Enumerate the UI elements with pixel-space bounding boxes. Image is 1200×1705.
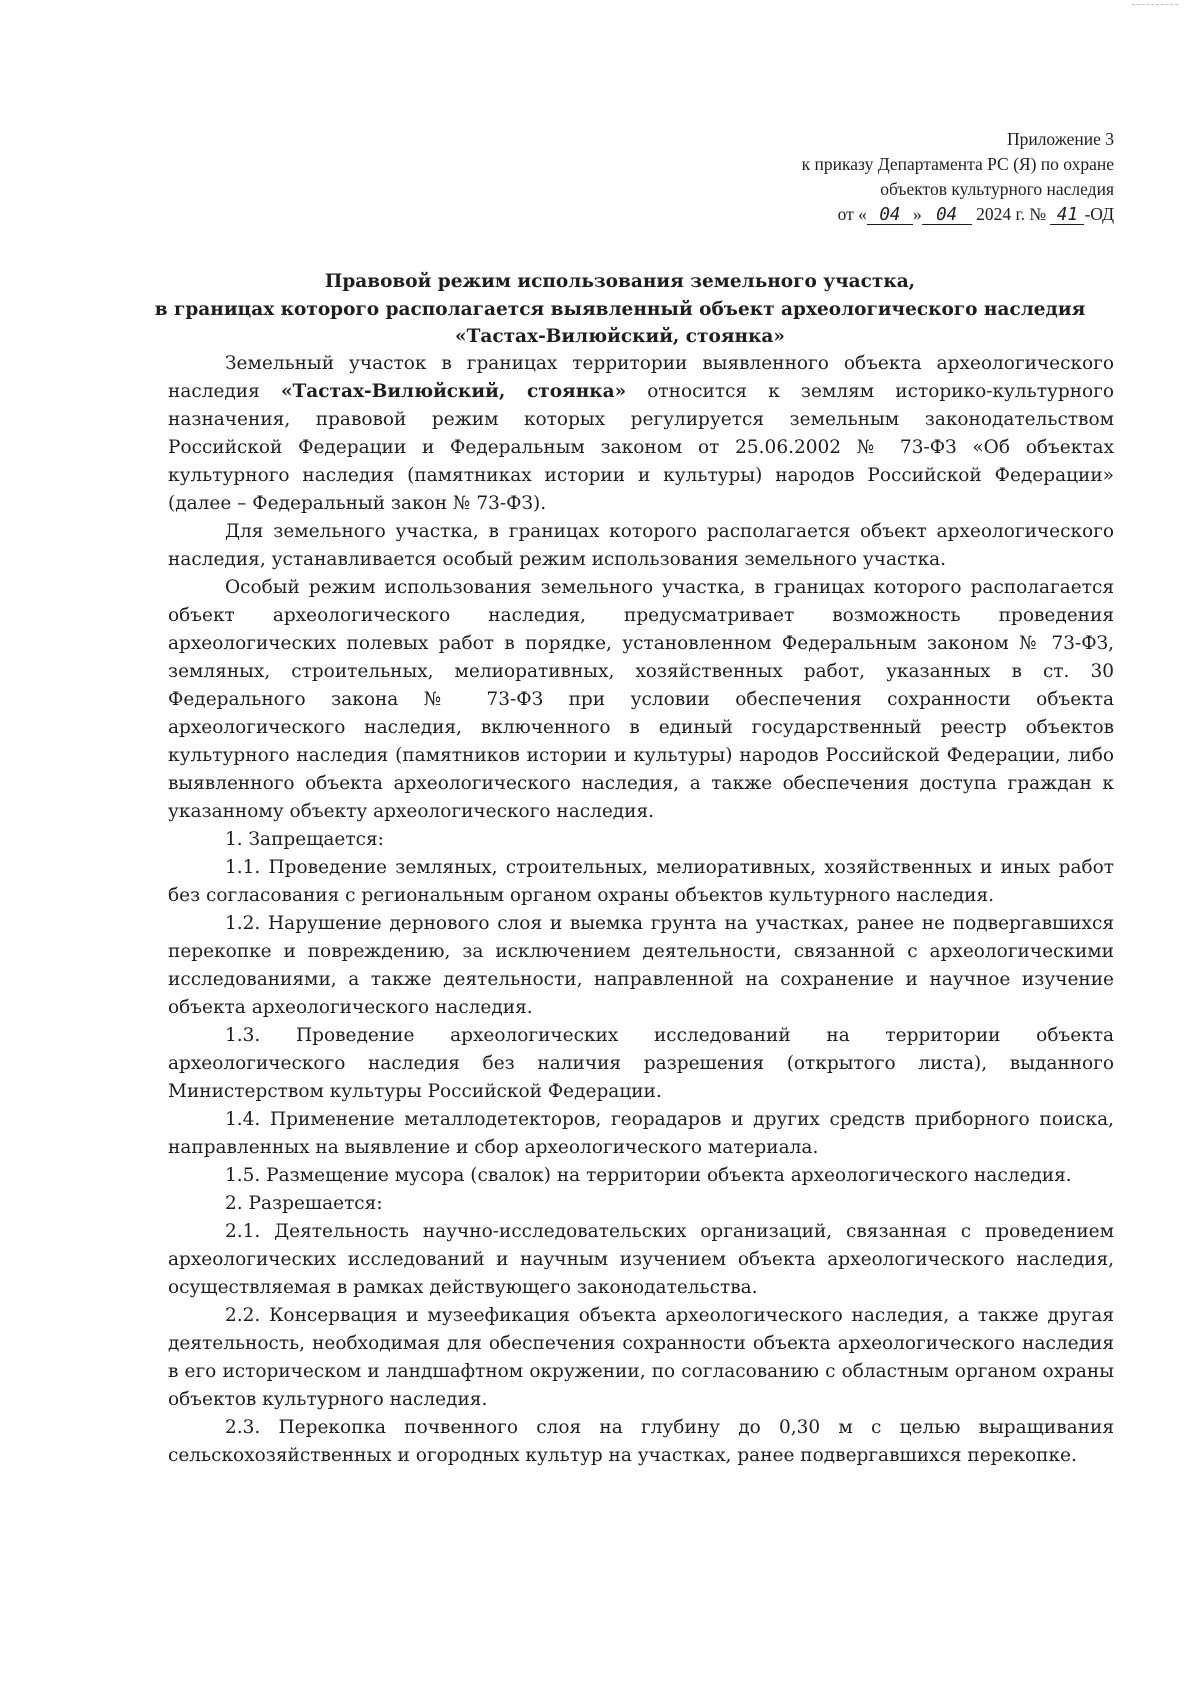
item-2-2: 2.2. Консервация и музеефикация объекта археологического наследия, а также другая деятельность, необходимая для обеспечения сохранности объекта археологического наследия в его историческом и ландшафтном окружении, по согласованию с областным органом охраны объектов культурного наследия. — [168, 1305, 1114, 1410]
title-line-2: в границах которого располагается выявленный объект археологического наследия — [154, 298, 1086, 320]
paragraph-text: Земельный участок в границах территории выявленного объекта археологического наследия — [168, 353, 1114, 402]
paragraph-regime-details: Особый режим использования земельного участка, в границах которого располагается объект археологического наследия, предусматривает возможность проведения археологических полевых работ в порядке, установленном Федеральным законом № 73-ФЗ, земляных, строительных, мелиоративных, хозяйственных работ, указанных в ст. 30 Федерального закона № 73-ФЗ при условии обеспечения сохранности объекта археологического наследия, включенного в единый государственный реестр объектов культурного наследия (памятников истории и культуры) народов Российской Федерации, либо выявленного объекта археологического наследия, а также обеспечения доступа граждан к указанному объекту археологического наследия. — [168, 577, 1114, 822]
annex-order-ref: к приказу Департамента РС (Я) по охране — [801, 154, 1114, 174]
annex-date-line — [694, 202, 1114, 227]
date-mid: » — [912, 204, 922, 224]
date-prefix: от « — [837, 204, 867, 224]
annex-order-ref-cont: объектов культурного наследия — [880, 179, 1114, 199]
annex-header — [694, 127, 1114, 227]
scan-edge-mark — [1132, 4, 1178, 9]
section-prohibited: 1. Запрещается: — [225, 829, 384, 850]
object-name-bold: «Тастах-Вилюйский, стоянка» — [280, 381, 627, 402]
item-1-1: 1.1. Проведение земляных, строительных, мелиоративных, хозяйственных и иных работ без согласования с региональным органом охраны объектов культурного наследия. — [168, 857, 1114, 906]
item-1-4: 1.4. Применение металлодетекторов, георадаров и других средств приборного поиска, направленных на выявление и сбор археологического материала. — [168, 1109, 1114, 1158]
title-line-3: «Тастах-Вилюйский, стоянка» — [455, 326, 785, 347]
paragraph-special-regime: Для земельного участка, в границах которого располагается объект археологического наследия, устанавливается особый режим использования земельного участка. — [168, 521, 1114, 570]
paragraph-text: относится к землям историко-культурного назначения, правовой режим которых регулируется земельным законодательством Российской Федерации и Федеральным законом от 25.06.2002 № 73-ФЗ «Об объектах культурного наследия (памятниках истории и культуры) народов Российской Федерации» (далее – Федеральный закон № 73-ФЗ). — [168, 381, 1114, 514]
handwritten-number: 41 — [1050, 206, 1084, 225]
document-body — [168, 350, 1114, 1470]
item-2-1: 2.1. Деятельность научно-исследовательских организаций, связанная с проведением археологических исследований и научным изучением объекта археологического наследия, осуществляемая в рамках действующего законодательства. — [168, 1221, 1114, 1298]
item-1-2: 1.2. Нарушение дернового слоя и выемка грунта на участках, ранее не подвергавшихся перекопке и повреждению, за исключением деятельности, связанной с археологическими исследованиями, а также деятельности, направленной на сохранение и научное изучение объекта археологического наследия. — [168, 913, 1114, 1018]
item-1-5: 1.5. Размещение мусора (свалок) на территории объекта археологического наследия. — [225, 1165, 1072, 1186]
paragraph-land-plot — [168, 350, 1114, 518]
document-title — [150, 268, 1090, 351]
handwritten-month: 04 — [922, 206, 972, 225]
item-1-3: 1.3. Проведение археологических исследований на территории объекта археологического наследия без наличия разрешения (открытого листа), выданного Министерством культуры Российской Федерации. — [168, 1025, 1114, 1102]
handwritten-day: 04 — [867, 206, 913, 225]
number-suffix: -ОД — [1084, 204, 1114, 224]
title-line-1: Правовой режим использования земельного участка, — [324, 271, 916, 292]
section-allowed: 2. Разрешается: — [225, 1193, 383, 1214]
item-2-3: 2.3. Перекопка почвенного слоя на глубину до 0,30 м с целью выращивания сельскохозяйственных и огородных культур на участках, ранее подвергавшихся перекопке. — [168, 1417, 1114, 1466]
annex-title: Приложение 3 — [1006, 129, 1114, 149]
year-text: 2024 г. № — [976, 204, 1047, 224]
